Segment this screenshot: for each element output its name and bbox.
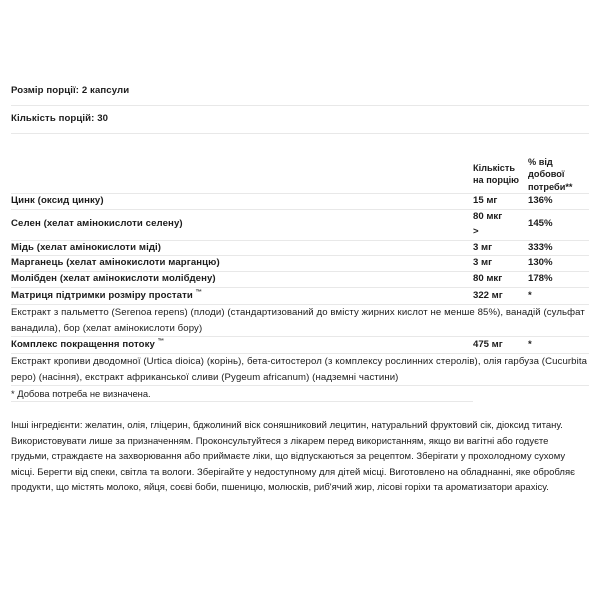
nutrient-percent: 333% xyxy=(528,240,589,256)
nutrient-amount: 3 мг xyxy=(473,240,528,256)
footnote-blank-percent xyxy=(528,386,589,402)
table-spacer-row xyxy=(11,133,589,156)
table-row xyxy=(11,209,589,240)
serving-size-label: Розмір порції: 2 капсули xyxy=(11,78,589,105)
nutrient-amount: 322 мг xyxy=(473,288,528,305)
nutrient-amount-extra: > xyxy=(473,225,479,237)
header-amount-per-serving xyxy=(473,156,528,194)
spacer-cell xyxy=(11,133,473,156)
spacer-cell xyxy=(528,133,589,156)
table-row xyxy=(11,288,589,305)
nutrient-name: Цинк (оксид цинку) xyxy=(11,193,473,209)
nutrient-percent: 178% xyxy=(528,272,589,288)
footnote-blank-amount xyxy=(473,386,528,402)
nutrient-description: Екстракт з пальметто (Serenoa repens) (плоди) (стандартизований до вмісту жирних кислот не менше 85%), ванадій (сульфат ванадила), бор (хелат амінокислоти бору) xyxy=(11,305,589,337)
servings-per-container-label: Кількість порцій: 30 xyxy=(11,105,589,133)
nutrient-name: Молібден (хелат амінокислоти молібдену) xyxy=(11,272,473,288)
nutrient-percent: * xyxy=(528,288,589,305)
spacer-cell xyxy=(473,133,528,156)
table-row xyxy=(11,354,589,386)
nutrient-percent: 136% xyxy=(528,193,589,209)
header-blank xyxy=(11,156,473,194)
header-amount-line1: Кількість xyxy=(473,162,516,173)
trademark-symbol: ™ xyxy=(157,338,165,346)
header-percent-line1: % від xyxy=(528,156,553,167)
nutrient-amount: 15 мг xyxy=(473,193,528,209)
table-body xyxy=(11,78,589,402)
nutrient-amount: 80 мкг xyxy=(473,272,528,288)
header-percent-line2: добової xyxy=(528,169,565,180)
nutrient-name: Мідь (хелат амінокислоти міді) xyxy=(11,240,473,256)
nutrient-description: Екстракт кропиви дводомної (Urtica dioica) (корінь), бета-ситостерол (з комплексу рослинних стеролів), олія гарбуза (Cucurbita pepo) (насіння), екстракт африканської сливи (Pygeum africanum) (надземні частини) xyxy=(11,354,589,386)
nutrient-amount: 475 мг xyxy=(473,337,528,354)
header-percent-daily-value xyxy=(528,156,589,194)
nutrient-percent: 145% xyxy=(528,209,589,240)
table-row xyxy=(11,193,589,209)
table-row xyxy=(11,272,589,288)
table-header-row xyxy=(11,156,589,194)
nutrient-name: Селен (хелат амінокислоти селену) xyxy=(11,209,473,240)
nutrient-amount xyxy=(473,209,528,240)
table-row-serving-size xyxy=(11,78,589,105)
table-row xyxy=(11,305,589,337)
table-row xyxy=(11,337,589,354)
header-percent-line3: потреби** xyxy=(528,181,573,192)
table-row-servings-per-container xyxy=(11,105,589,133)
table-row-footnote xyxy=(11,386,589,402)
table-row xyxy=(11,256,589,272)
nutrient-name xyxy=(11,288,473,305)
daily-value-footnote: * Добова потреба не визначена. xyxy=(11,386,473,402)
nutrient-name-text: Комплекс покращення потоку xyxy=(11,339,158,351)
nutrient-name: Марганець (хелат амінокислоти марганцю) xyxy=(11,256,473,272)
supplement-facts-table xyxy=(11,78,589,402)
other-ingredients-paragraph: Інші інгредієнти: желатин, олія, гліцерин, бджолиний віск соняшниковий лецитин, натуральний фруктовий сік, діоксид титану. Використовувати лише за призначенням. Проконсультуйтеся з лікарем перед використанням, якщо ви вагітні або годуєте грудьми, страждаєте на захворювання або приймаєте ліки, що відпускаються за рецептом. Зберігати у прохолодному сухому місці. Берегти від спеки, світла та вологи. Зберігайте у недоступному для дітей місці. Виготовлено на обладнанні, яке обробляє продукти, що містять молоко, яйця, соєві боби, пшеницю, молюсків, риб'ячий жир, лісові горіхи та ароматизатори арахісу. xyxy=(11,420,575,493)
trademark-symbol: ™ xyxy=(195,289,203,297)
table-row xyxy=(11,240,589,256)
nutrient-percent: * xyxy=(528,337,589,354)
nutrient-amount: 3 мг xyxy=(473,256,528,272)
nutrient-percent: 130% xyxy=(528,256,589,272)
nutrient-name-text: Матриця підтримки розміру простати xyxy=(11,290,196,302)
nutrient-name xyxy=(11,337,473,354)
header-amount-line2: на порцію xyxy=(473,175,520,186)
nutrient-amount-value: 80 мкг xyxy=(473,210,503,222)
